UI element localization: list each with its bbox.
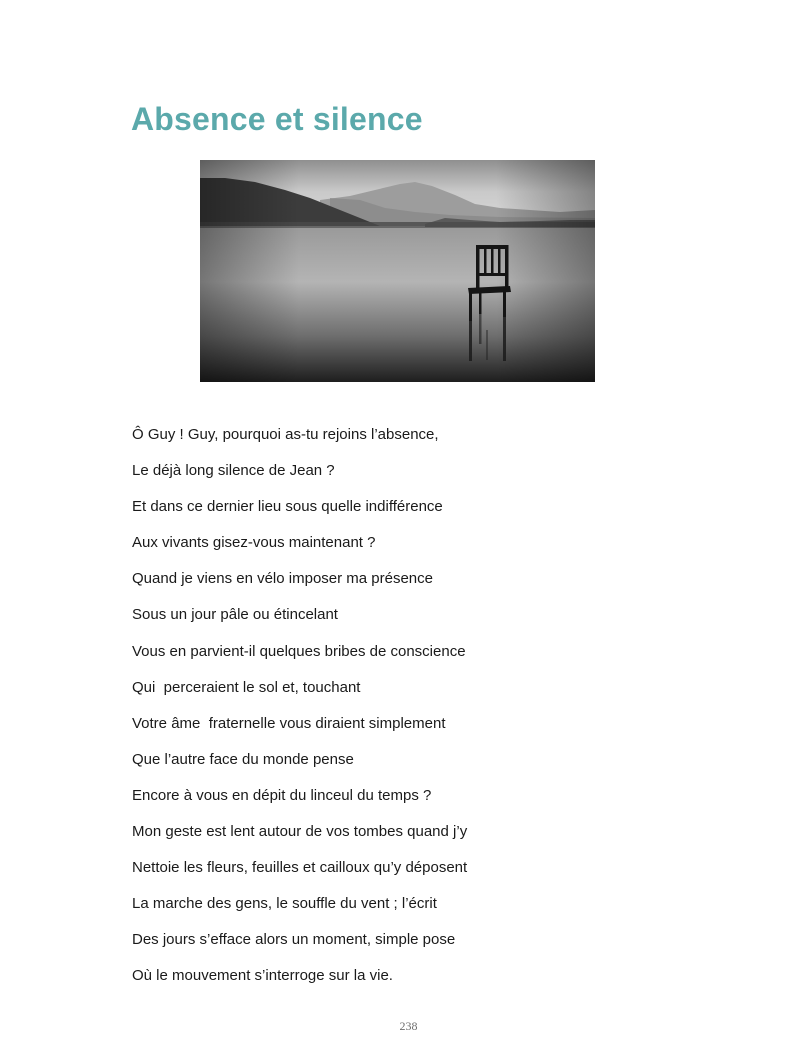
poem-line: Qui perceraient le sol et, touchant [132,678,361,696]
poem-line: Votre âme fraternelle vous diraient simplement [132,714,446,732]
poem-line: Nettoie les fleurs, feuilles et cailloux qu’y déposent [132,859,468,877]
poem-line: Sous un jour pâle ou étincelant [132,606,338,624]
poem [132,417,467,995]
poem-line: Aux vivants gisez-vous maintenant ? [132,534,376,552]
poem-line: La marche des gens, le souffle du vent ; l’écrit [132,895,437,913]
page-title: Absence et silence [131,101,423,137]
poem-line: Encore à vous en dépit du linceul du temps ? [132,786,432,804]
poem-line: Vous en parvient-il quelques bribes de conscience [132,642,466,660]
poem-line: Mon geste est lent autour de vos tombes quand j’y [132,823,468,841]
poem-line: Et dans ce dernier lieu sous quelle indifférence [132,498,443,516]
chair-in-lake-photo [200,160,595,382]
poem-line: Quand je viens en vélo imposer ma présence [132,570,433,588]
poem-line: Où le mouvement s’interroge sur la vie. [132,967,393,985]
poem-line: Le déjà long silence de Jean ? [132,462,335,480]
poem-line: Que l’autre face du monde pense [132,750,354,768]
poem-line: Des jours s’efface alors un moment, simple pose [132,931,456,949]
poem-line: Ô Guy ! Guy, pourquoi as-tu rejoins l’absence, [132,426,439,443]
page-number: 238 [399,1019,418,1033]
